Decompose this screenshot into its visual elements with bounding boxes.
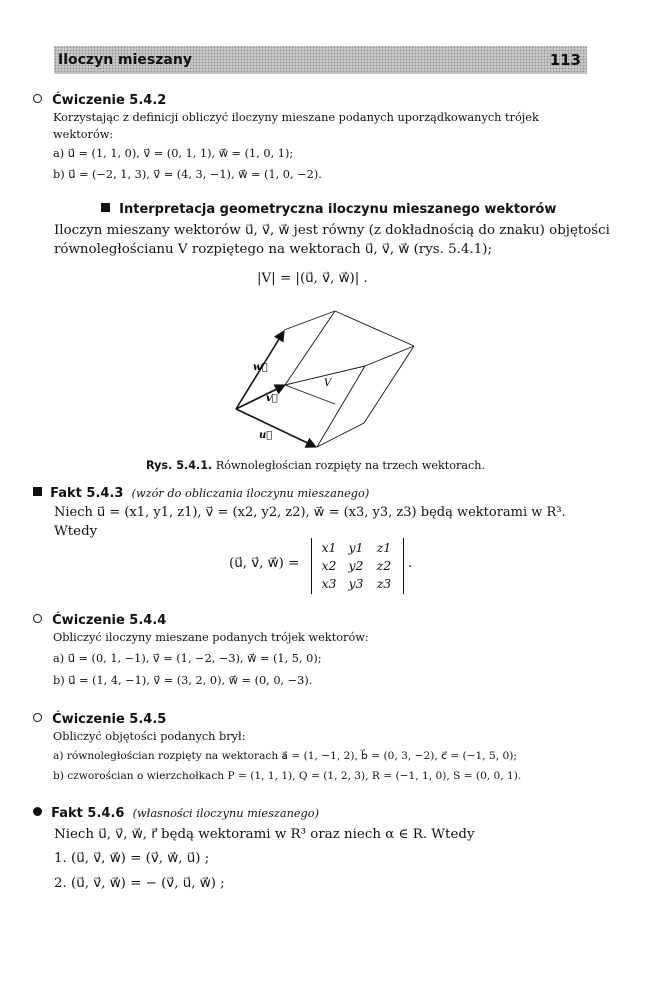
det-cell: x3: [321, 576, 337, 591]
volume-label: V: [324, 378, 332, 389]
exercise-545-heading: [33, 712, 166, 727]
header-title: Iloczyn mieszany: [58, 52, 192, 68]
vector-w-label: w⃗: [253, 362, 268, 373]
exercise-542-item-a: a) u⃗ = (1, 1, 0), v⃗ = (0, 1, 1), w⃗ = (1, 0, 1);: [53, 147, 294, 160]
parallelepiped-figure: [225, 300, 425, 450]
exercise-542-heading: [33, 93, 166, 108]
circle-bullet-icon: [33, 713, 42, 722]
interpretation-line2: równoległościanu V rozpiętego na wektorach u⃗, v⃗, w⃗ (rys. 5.4.1);: [54, 242, 492, 257]
det-cell: x2: [321, 558, 337, 573]
figure-caption: [146, 459, 485, 472]
interpretation-line1: Iloczyn mieszany wektorów u⃗, v⃗, w⃗ jest równy (z dokładnością do znaku) objętości: [54, 223, 610, 238]
exercise-545-item-a: a) równoległościan rozpięty na wektorach a⃗ = (1, −1, 2), b⃗ = (0, 3, −2), c⃗ = (−1, 5, 0);: [53, 750, 517, 762]
fact-543-line2: Wtedy: [54, 524, 98, 539]
figure-caption-text: Równoległościan rozpięty na trzech wektorach.: [215, 459, 486, 472]
fact-546-item1: 1. (u⃗, v⃗, w⃗) = (v⃗, w⃗, u⃗) ;: [54, 851, 210, 866]
fact-543-line1: Niech u⃗ = (x1, y1, z1), v⃗ = (x2, y2, z2), w⃗ = (x3, y3, z3) będą wektorami w R³.: [54, 505, 566, 520]
det-cell: x1: [321, 540, 337, 555]
exercise-544-item-b: b) u⃗ = (1, 4, −1), v⃗ = (3, 2, 0), w⃗ = (0, 0, −3).: [53, 674, 313, 687]
det-cell: z1: [376, 540, 392, 555]
interpretation-title: Interpretacja geometryczna iloczynu mieszanego wektorów: [119, 202, 557, 217]
exercise-545-label: Ćwiczenie 5.4.5: [52, 712, 167, 727]
interpretation-heading: [101, 202, 556, 217]
fact-546-item2: 2. (u⃗, v⃗, w⃗) = − (v⃗, u⃗, w⃗) ;: [54, 876, 225, 891]
volume-formula: |V| = |(u⃗, v⃗, w⃗)| .: [257, 271, 368, 286]
page-header: [54, 46, 587, 74]
exercise-542-label: Ćwiczenie 5.4.2: [52, 93, 167, 108]
vector-u-label: u⃗: [259, 430, 273, 441]
exercise-545-text: Obliczyć objętości podanych brył:: [53, 730, 246, 743]
determinant-left-bar: [311, 538, 312, 594]
fact-546-subtitle: (własności iloczynu mieszanego): [132, 807, 319, 820]
determinant-right-bar: [403, 538, 404, 594]
determinant-end: .: [408, 556, 413, 571]
parallelepiped-edges: [284, 311, 414, 447]
det-cell: z3: [376, 576, 392, 591]
det-cell: y3: [348, 576, 364, 591]
fact-543-subtitle: (wzór do obliczania iloczynu mieszanego): [131, 487, 370, 500]
fact-546-label: Fakt 5.4.6: [51, 806, 125, 821]
exercise-542-text-line2: wektorów:: [53, 128, 114, 141]
exercise-545-item-b: b) czworościan o wierzchołkach P = (1, 1, 1), Q = (1, 2, 3), R = (−1, 1, 0), S = (0, 0, 1).: [53, 770, 522, 782]
exercise-544-text: Obliczyć iloczyny mieszane podanych trójek wektorów:: [53, 631, 369, 644]
fact-546-line1: Niech u⃗, v⃗, w⃗, r⃗ będą wektorami w R³ oraz niech α ∈ R. Wtedy: [54, 827, 475, 842]
figure-caption-prefix: Rys. 5.4.1.: [146, 459, 213, 472]
dot-bullet-icon: [33, 807, 42, 816]
exercise-542-text-line1: Korzystając z definicji obliczyć iloczyny mieszane podanych uporządkowanych trójek: [53, 111, 539, 124]
exercise-544-label: Ćwiczenie 5.4.4: [52, 613, 167, 628]
fact-543-label: Fakt 5.4.3: [50, 486, 124, 501]
det-cell: y2: [348, 558, 364, 573]
exercise-542-item-b: b) u⃗ = (−2, 1, 3), v⃗ = (4, 3, −1), w⃗ = (1, 0, −2).: [53, 168, 322, 181]
det-cell: z2: [376, 558, 392, 573]
vector-v-label: v⃗: [266, 393, 278, 404]
page-number: 113: [549, 51, 581, 69]
vector-u-arrow: [236, 409, 316, 447]
square-bullet-icon: [101, 203, 110, 212]
circle-bullet-icon: [33, 94, 42, 103]
exercise-544-heading: [33, 613, 166, 628]
circle-bullet-icon: [33, 614, 42, 623]
exercise-544-item-a: a) u⃗ = (0, 1, −1), v⃗ = (1, −2, −3), w⃗ = (1, 5, 0);: [53, 652, 322, 665]
determinant-lhs: (u⃗, v⃗, w⃗) =: [229, 556, 300, 571]
fact-543-heading: [33, 486, 369, 501]
square-bullet-icon: [33, 487, 42, 496]
det-cell: y1: [348, 540, 364, 555]
fact-546-heading: [33, 806, 319, 821]
